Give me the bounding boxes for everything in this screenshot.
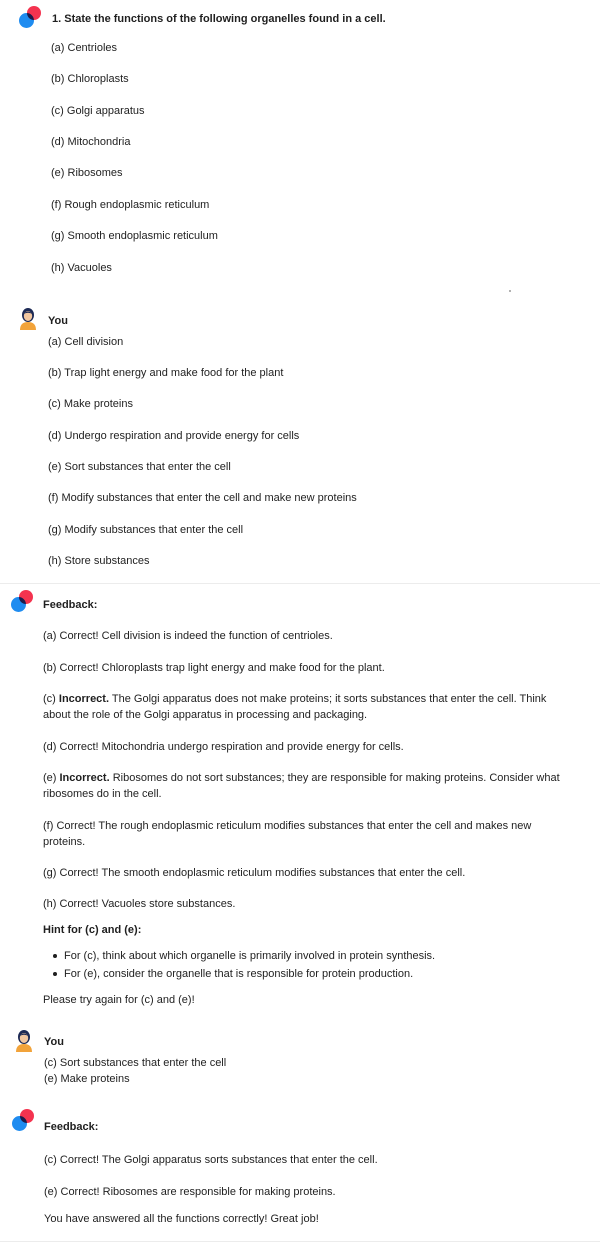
answer-item: (d) Undergo respiration and provide energy for cells bbox=[48, 430, 300, 442]
question-item: (e) Ribosomes bbox=[51, 167, 123, 179]
feedback-item: (g) Correct! The smooth endoplasmic reticulum modifies substances that enter the cell. bbox=[43, 867, 466, 879]
stray-dot bbox=[509, 290, 511, 292]
feedback-item: (c) Incorrect. The Golgi apparatus does not make proteins; it sorts substances that enter the cell. Think bbox=[43, 693, 547, 705]
answer-item: (g) Modify substances that enter the cell bbox=[48, 524, 244, 536]
feedback-item-cont: ribosomes do in the cell. bbox=[43, 788, 162, 800]
user-name: You bbox=[48, 315, 68, 327]
divider bbox=[0, 583, 600, 584]
feedback-item: (b) Correct! Chloroplasts trap light energy and make food for the plant. bbox=[43, 662, 385, 674]
question-item: (b) Chloroplasts bbox=[51, 73, 129, 85]
feedback-item: (e) Correct! Ribosomes are responsible for making proteins. bbox=[44, 1186, 336, 1198]
feedback-closing: Please try again for (c) and (e)! bbox=[43, 994, 195, 1006]
answer-item: (a) Cell division bbox=[48, 336, 124, 348]
feedback-item: (h) Correct! Vacuoles store substances. bbox=[43, 898, 236, 910]
feedback-heading: Feedback: bbox=[44, 1121, 99, 1133]
question-title: 1. State the functions of the following organelles found in a cell. bbox=[52, 13, 386, 25]
bullet bbox=[53, 954, 57, 958]
user-avatar-icon bbox=[13, 1028, 35, 1052]
bullet bbox=[53, 972, 57, 976]
feedback-item: (a) Correct! Cell division is indeed the function of centrioles. bbox=[43, 630, 333, 642]
hint-heading: Hint for (c) and (e): bbox=[43, 924, 142, 936]
answer-item: (c) Make proteins bbox=[48, 398, 133, 410]
question-item: (g) Smooth endoplasmic reticulum bbox=[51, 230, 218, 242]
question-item: (h) Vacuoles bbox=[51, 262, 112, 274]
feedback-item: (f) Correct! The rough endoplasmic reticulum modifies substances that enter the cell and makes new bbox=[43, 820, 532, 832]
divider bbox=[0, 1241, 600, 1242]
feedback-item: (e) Incorrect. Ribosomes do not sort substances; they are responsible for making proteins. Consider what bbox=[43, 772, 560, 784]
user-name: You bbox=[44, 1036, 64, 1048]
hint-item: For (e), consider the organelle that is responsible for protein production. bbox=[64, 968, 414, 980]
feedback-item: (d) Correct! Mitochondria undergo respiration and provide energy for cells. bbox=[43, 741, 404, 753]
feedback-item-cont: proteins. bbox=[43, 836, 86, 848]
answer-item: (h) Store substances bbox=[48, 555, 150, 567]
hint-item: For (c), think about which organelle is primarily involved in protein synthesis. bbox=[64, 950, 436, 962]
question-item: (c) Golgi apparatus bbox=[51, 105, 145, 117]
answer-item: (e) Sort substances that enter the cell bbox=[48, 461, 231, 473]
feedback-item-cont: about the role of the Golgi apparatus in processing and packaging. bbox=[43, 709, 368, 721]
question-item: (a) Centrioles bbox=[51, 42, 118, 54]
question-item: (f) Rough endoplasmic reticulum bbox=[51, 199, 210, 211]
feedback-closing: You have answered all the functions correctly! Great job! bbox=[44, 1213, 319, 1225]
answer-item: (e) Make proteins bbox=[44, 1073, 130, 1085]
bot-logo-icon bbox=[12, 1109, 36, 1133]
answer-item: (b) Trap light energy and make food for the plant bbox=[48, 367, 284, 379]
answer-item: (c) Sort substances that enter the cell bbox=[44, 1057, 227, 1069]
feedback-item: (c) Correct! The Golgi apparatus sorts substances that enter the cell. bbox=[44, 1154, 378, 1166]
bot-logo-icon bbox=[19, 6, 43, 30]
feedback-heading: Feedback: bbox=[43, 599, 98, 611]
bot-logo-icon bbox=[11, 590, 35, 614]
answer-item: (f) Modify substances that enter the cell and make new proteins bbox=[48, 492, 357, 504]
question-item: (d) Mitochondria bbox=[51, 136, 131, 148]
user-avatar-icon bbox=[17, 306, 39, 330]
